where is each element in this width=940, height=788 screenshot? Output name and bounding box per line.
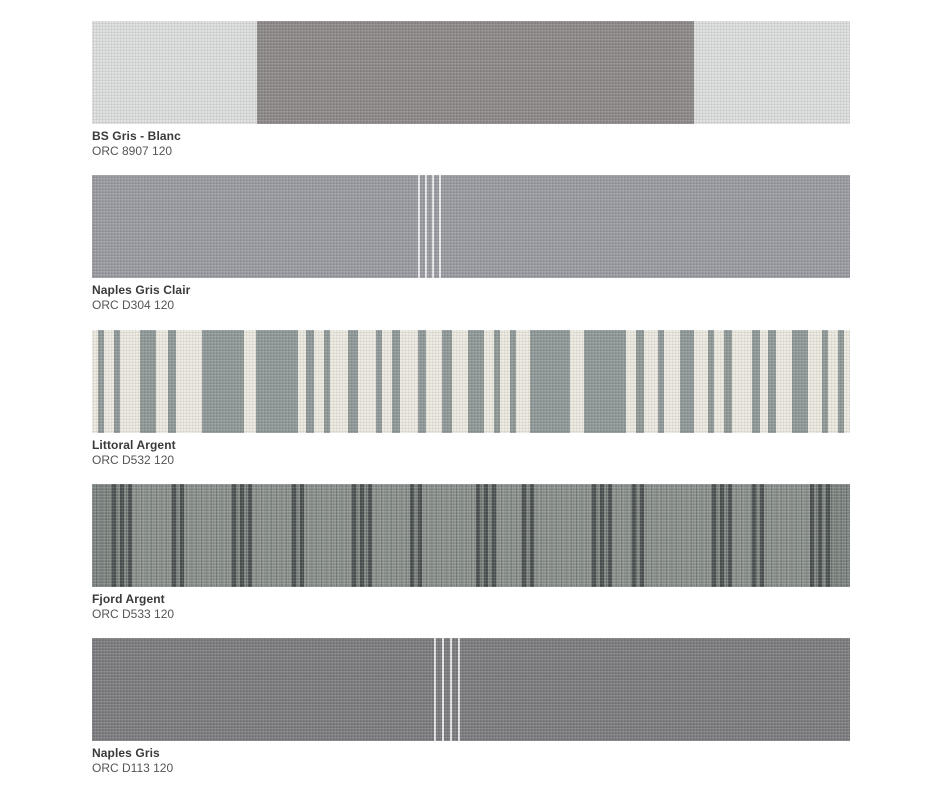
swatch-name: Littoral Argent	[92, 438, 176, 452]
swatch-code: ORC D304 120	[92, 298, 175, 312]
fabric-swatch-fjord-argent	[92, 484, 850, 622]
fabric-swatch-naples-gris	[92, 638, 850, 776]
fabric-swatch-littoral-argent	[92, 330, 850, 468]
fabric-swatch-image	[92, 21, 850, 124]
swatch-code: ORC 8907 120	[92, 144, 173, 158]
fabric-swatch-bs-gris-blanc	[92, 21, 850, 159]
swatch-name: BS Gris - Blanc	[92, 129, 181, 143]
fabric-swatch-image	[92, 638, 850, 741]
fabric-swatch-image	[92, 330, 850, 433]
swatch-code: ORC D532 120	[92, 453, 175, 467]
swatch-code: ORC D533 120	[92, 607, 175, 621]
swatch-name: Fjord Argent	[92, 592, 165, 606]
fabric-swatch-image	[92, 484, 850, 587]
fabric-swatch-image	[92, 175, 850, 278]
swatch-name: Naples Gris	[92, 746, 160, 760]
swatch-name: Naples Gris Clair	[92, 283, 191, 297]
fabric-swatch-naples-gris-clair	[92, 175, 850, 313]
swatch-code: ORC D113 120	[92, 761, 174, 775]
